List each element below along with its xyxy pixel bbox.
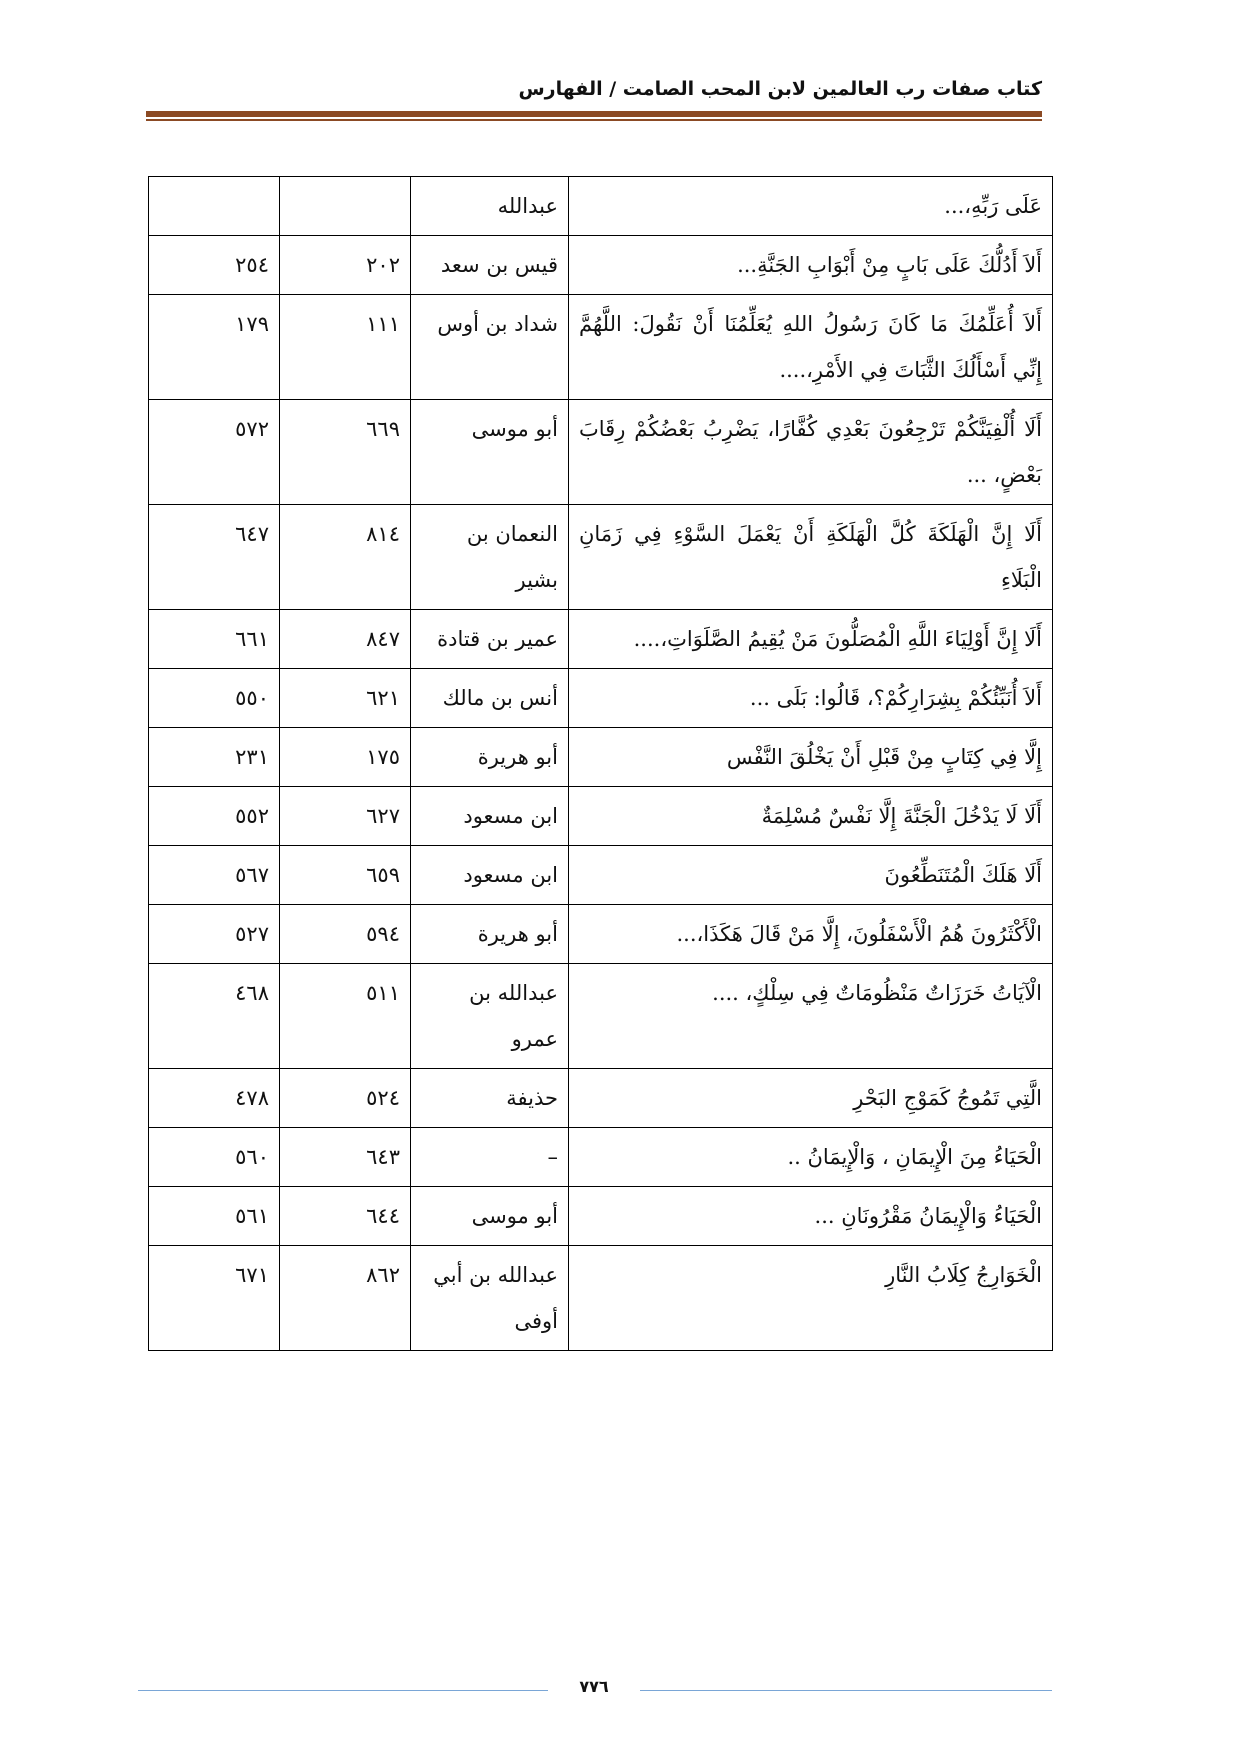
hadith-text-cell: عَلَى رَبِّهِ،... xyxy=(569,177,1053,236)
narrator-cell: أبو موسى xyxy=(411,400,569,505)
hadith-number-cell: ٦٤٤ xyxy=(280,1187,411,1246)
table-row xyxy=(149,295,1053,400)
hadith-text-cell: الْحَيَاءُ وَالْإِيمَانُ مَقْرُونَانِ ... xyxy=(569,1187,1053,1246)
narrator-cell: أبو موسى xyxy=(411,1187,569,1246)
header-title: كتاب صفات رب العالمين لابن المحب الصامت / الفهارس xyxy=(518,78,1042,100)
hadith-number-cell: ٦٤٣ xyxy=(280,1128,411,1187)
page-reference-cell: ٥٥٠ xyxy=(149,669,280,728)
hadith-text-cell: الْأَكْثَرُونَ هُمُ الْأَسْفَلُونَ، إِلَّا مَنْ قَالَ هَكَذَا،... xyxy=(569,905,1053,964)
hadith-number-cell: ١١١ xyxy=(280,295,411,400)
table-row xyxy=(149,236,1053,295)
hadith-text-cell: أَلَا إِنَّ أَوْلِيَاءَ اللَّهِ الْمُصَلُّونَ مَنْ يُقِيمُ الصَّلَوَاتِ،.... xyxy=(569,610,1053,669)
narrator-cell: قيس بن سعد xyxy=(411,236,569,295)
hadith-number-cell: ٦٥٩ xyxy=(280,846,411,905)
hadith-text-cell: الْحَيَاءُ مِنَ الْإِيمَانِ ، وَالْإِيمَانُ .. xyxy=(569,1128,1053,1187)
table-row xyxy=(149,177,1053,236)
hadith-number-cell: ٥٩٤ xyxy=(280,905,411,964)
page-reference-cell: ٥٦٠ xyxy=(149,1128,280,1187)
narrator-cell: عبدالله xyxy=(411,177,569,236)
page-reference-cell: ٢٣١ xyxy=(149,728,280,787)
hadith-number-cell: ٦٦٩ xyxy=(280,400,411,505)
hadith-index-table xyxy=(148,176,1053,1351)
hadith-number-cell: ٦٢١ xyxy=(280,669,411,728)
table-row xyxy=(149,610,1053,669)
narrator-cell: شداد بن أوس xyxy=(411,295,569,400)
page-reference-cell: ٤٦٨ xyxy=(149,964,280,1069)
hadith-text-cell: أَلاَ أُنَبِّئُكُمْ بِشِرَارِكُمْ؟، قَالُوا: بَلَى ... xyxy=(569,669,1053,728)
table-row xyxy=(149,787,1053,846)
page-reference-cell xyxy=(149,177,280,236)
table-row xyxy=(149,1246,1053,1351)
hadith-text-cell: أَلَا هَلَكَ الْمُتَنَطِّعُونَ xyxy=(569,846,1053,905)
hadith-number-cell: ٨٤٧ xyxy=(280,610,411,669)
page-reference-cell: ١٧٩ xyxy=(149,295,280,400)
hadith-text-cell: أَلَا لَا يَدْخُلَ الْجَنَّةَ إِلَّا نَفْسٌ مُسْلِمَةٌ xyxy=(569,787,1053,846)
hadith-text-cell: الَّتِي تَمُوجُ كَمَوْجِ البَحْرِ xyxy=(569,1069,1053,1128)
narrator-cell: عبدالله بن أبي أوفى xyxy=(411,1246,569,1351)
page-reference-cell: ٥٥٢ xyxy=(149,787,280,846)
table-row xyxy=(149,728,1053,787)
header-rule-thick xyxy=(146,111,1042,117)
table-row xyxy=(149,846,1053,905)
hadith-text-cell: أَلاَ أُعَلِّمُكَ مَا كَانَ رَسُولُ اللهِ يُعَلِّمُنَا أَنْ نَقُولَ: اللَّهُمَّ إِنِّي أَسْأَلُكَ الثَّبَاتَ فِي الأَمْرِ،.... xyxy=(569,295,1053,400)
hadith-text-cell: أَلاَ أَدُلُّكَ عَلَى بَابٍ مِنْ أَبْوَابِ الجَنَّةِ... xyxy=(569,236,1053,295)
page-reference-cell: ٦٤٧ xyxy=(149,505,280,610)
narrator-cell: – xyxy=(411,1128,569,1187)
narrator-cell: أبو هريرة xyxy=(411,905,569,964)
hadith-number-cell: ٦٢٧ xyxy=(280,787,411,846)
hadith-number-cell xyxy=(280,177,411,236)
narrator-cell: عمير بن قتادة xyxy=(411,610,569,669)
hadith-text-cell: أَلَا إِنَّ الْهَلَكَةَ كُلَّ الْهَلَكَةِ أَنْ يَعْمَلَ السَّوْءِ فِي زَمَانِ الْبَلَاءِ xyxy=(569,505,1053,610)
hadith-number-cell: ٨٦٢ xyxy=(280,1246,411,1351)
header-rule-thin xyxy=(146,119,1042,121)
hadith-number-cell: ٥١١ xyxy=(280,964,411,1069)
narrator-cell: ابن مسعود xyxy=(411,787,569,846)
narrator-cell: ابن مسعود xyxy=(411,846,569,905)
footer-line-left xyxy=(138,1690,548,1691)
table-row xyxy=(149,400,1053,505)
table-row xyxy=(149,669,1053,728)
hadith-text-cell: الْآيَاتُ خَرَزَاتٌ مَنْظُومَاتٌ فِي سِلْكٍ، .... xyxy=(569,964,1053,1069)
page-reference-cell: ٢٥٤ xyxy=(149,236,280,295)
narrator-cell: عبدالله بن عمرو xyxy=(411,964,569,1069)
page-reference-cell: ٥٦٧ xyxy=(149,846,280,905)
table-row xyxy=(149,905,1053,964)
hadith-text-cell: الْخَوَارِجُ كِلَابُ النَّارِ xyxy=(569,1246,1053,1351)
table-row xyxy=(149,505,1053,610)
table-row xyxy=(149,1128,1053,1187)
hadith-text-cell: أَلَا أُلْفِيَنَّكُمْ تَرْجِعُونَ بَعْدِي كُفَّارًا، يَضْرِبُ بَعْضُكُمْ رِقَابَ بَعْضٍ، ... xyxy=(569,400,1053,505)
page-number: ٧٧٦ xyxy=(579,1677,609,1696)
page-reference-cell: ٦٦١ xyxy=(149,610,280,669)
table-row xyxy=(149,1187,1053,1246)
narrator-cell: حذيفة xyxy=(411,1069,569,1128)
table-row xyxy=(149,964,1053,1069)
page-reference-cell: ٦٧١ xyxy=(149,1246,280,1351)
page-reference-cell: ٥٢٧ xyxy=(149,905,280,964)
table-row xyxy=(149,1069,1053,1128)
page-reference-cell: ٤٧٨ xyxy=(149,1069,280,1128)
hadith-number-cell: ٥٢٤ xyxy=(280,1069,411,1128)
hadith-text-cell: إِلَّا فِي كِتَابٍ مِنْ قَبْلِ أَنْ يَخْلُقَ النَّفْس xyxy=(569,728,1053,787)
page-reference-cell: ٥٦١ xyxy=(149,1187,280,1246)
hadith-number-cell: ١٧٥ xyxy=(280,728,411,787)
narrator-cell: أنس بن مالك xyxy=(411,669,569,728)
hadith-number-cell: ٨١٤ xyxy=(280,505,411,610)
page-reference-cell: ٥٧٢ xyxy=(149,400,280,505)
narrator-cell: أبو هريرة xyxy=(411,728,569,787)
footer-line-right xyxy=(640,1690,1052,1691)
narrator-cell: النعمان بن بشير xyxy=(411,505,569,610)
hadith-number-cell: ٢٠٢ xyxy=(280,236,411,295)
